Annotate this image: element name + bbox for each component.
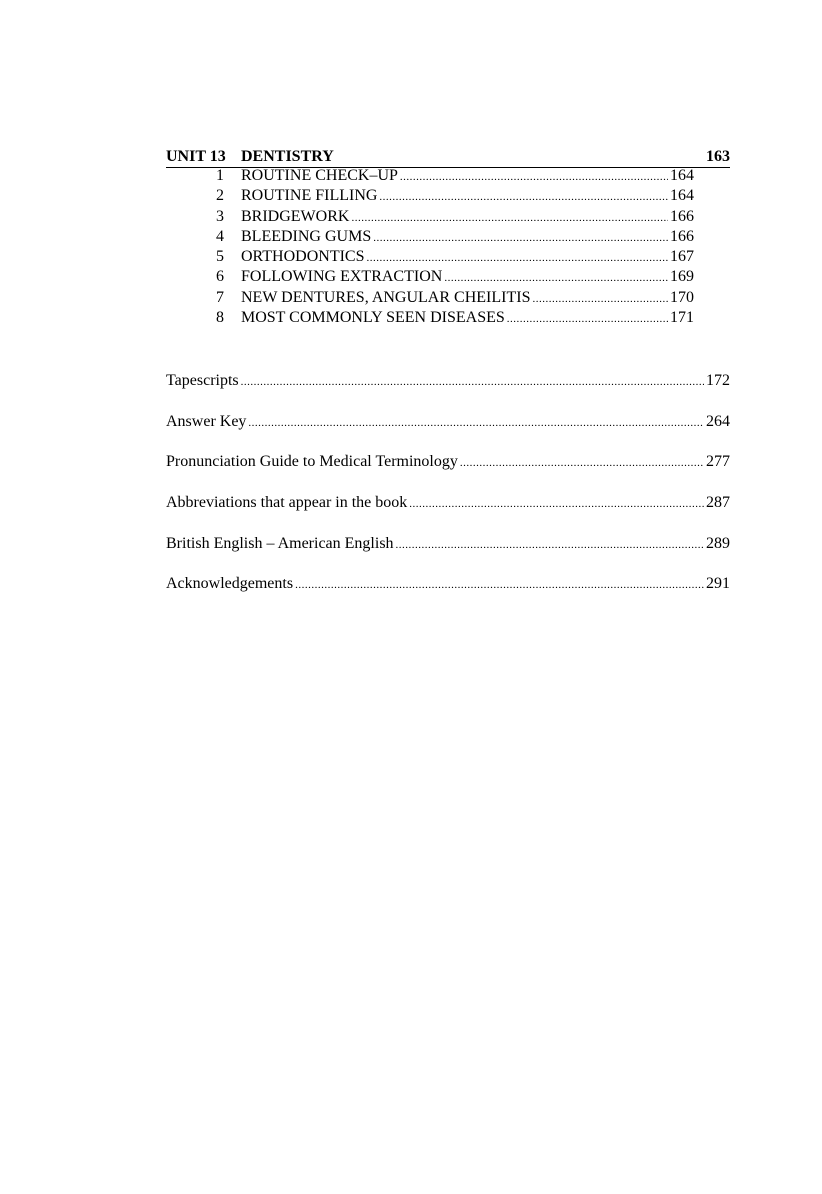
entry-number: 8 <box>216 309 224 327</box>
back-matter-entry <box>166 411 730 452</box>
dot-leader <box>444 268 668 288</box>
entry-title: BRIDGEWORK <box>241 207 350 225</box>
entry-title: MOST COMMONLY SEEN DISEASES <box>241 309 505 327</box>
back-matter-page: 289 <box>706 534 730 552</box>
entry-title: ROUTINE CHECK–UP <box>241 167 398 184</box>
back-matter-page: 287 <box>706 494 730 512</box>
back-matter-list <box>166 370 730 614</box>
entry-number: 4 <box>216 227 224 245</box>
dot-leader <box>248 412 704 434</box>
dot-leader <box>460 452 704 474</box>
entry-page: 171 <box>670 309 694 327</box>
unit-title: DENTISTRY <box>241 148 334 165</box>
back-matter-page: 172 <box>706 372 730 389</box>
entry-page: 169 <box>670 268 694 286</box>
toc-entry <box>166 186 694 206</box>
toc-entry <box>166 247 694 267</box>
back-matter-title: British English – American English <box>166 534 394 552</box>
dot-leader <box>400 167 668 187</box>
dot-leader <box>507 309 668 329</box>
back-matter-title: Acknowledgements <box>166 575 294 593</box>
back-matter-entry <box>166 533 730 574</box>
entry-number: 7 <box>216 288 224 306</box>
entry-title: NEW DENTURES, ANGULAR CHEILITIS <box>241 288 531 306</box>
dot-leader <box>373 228 668 248</box>
dot-leader <box>366 248 668 268</box>
entry-page: 166 <box>670 207 694 225</box>
toc-entry <box>166 308 694 328</box>
entry-title: FOLLOWING EXTRACTION <box>241 268 443 286</box>
toc-entry <box>166 207 694 227</box>
toc-entry <box>166 227 694 247</box>
entry-number: 6 <box>216 268 224 286</box>
dot-leader <box>379 187 668 207</box>
back-matter-entry <box>166 492 730 533</box>
dot-leader <box>409 493 704 515</box>
entry-number: 2 <box>216 187 224 205</box>
toc-entry <box>166 267 694 287</box>
dot-leader <box>241 371 704 393</box>
entry-page: 170 <box>670 288 694 306</box>
entry-page: 164 <box>670 167 694 184</box>
unit-number: UNIT 13 <box>166 148 226 165</box>
unit-entries <box>166 166 694 328</box>
back-matter-entry <box>166 370 730 411</box>
entry-number: 5 <box>216 248 224 266</box>
back-matter-entry <box>166 573 730 614</box>
dot-leader <box>396 534 704 556</box>
entry-page: 166 <box>670 227 694 245</box>
entry-title: ROUTINE FILLING <box>241 187 378 205</box>
unit-header <box>166 147 730 168</box>
back-matter-page: 264 <box>706 412 730 430</box>
entry-number: 3 <box>216 207 224 225</box>
entry-page: 167 <box>670 248 694 266</box>
back-matter-entry <box>166 451 730 492</box>
entry-page: 164 <box>670 187 694 205</box>
entry-title: BLEEDING GUMS <box>241 227 372 245</box>
toc-entry <box>166 288 694 308</box>
toc-entry <box>166 166 694 186</box>
back-matter-title: Answer Key <box>166 412 247 430</box>
entry-number: 1 <box>216 167 224 184</box>
dot-leader <box>532 289 668 309</box>
back-matter-title: Pronunciation Guide to Medical Terminology <box>166 453 458 471</box>
back-matter-title: Abbreviations that appear in the book <box>166 494 408 512</box>
dot-leader <box>295 574 704 596</box>
back-matter-title: Tapescripts <box>166 372 239 389</box>
entry-title: ORTHODONTICS <box>241 248 365 266</box>
unit-page-number: 163 <box>706 148 730 165</box>
dot-leader <box>351 208 668 228</box>
back-matter-page: 277 <box>706 453 730 471</box>
back-matter-page: 291 <box>706 575 730 593</box>
